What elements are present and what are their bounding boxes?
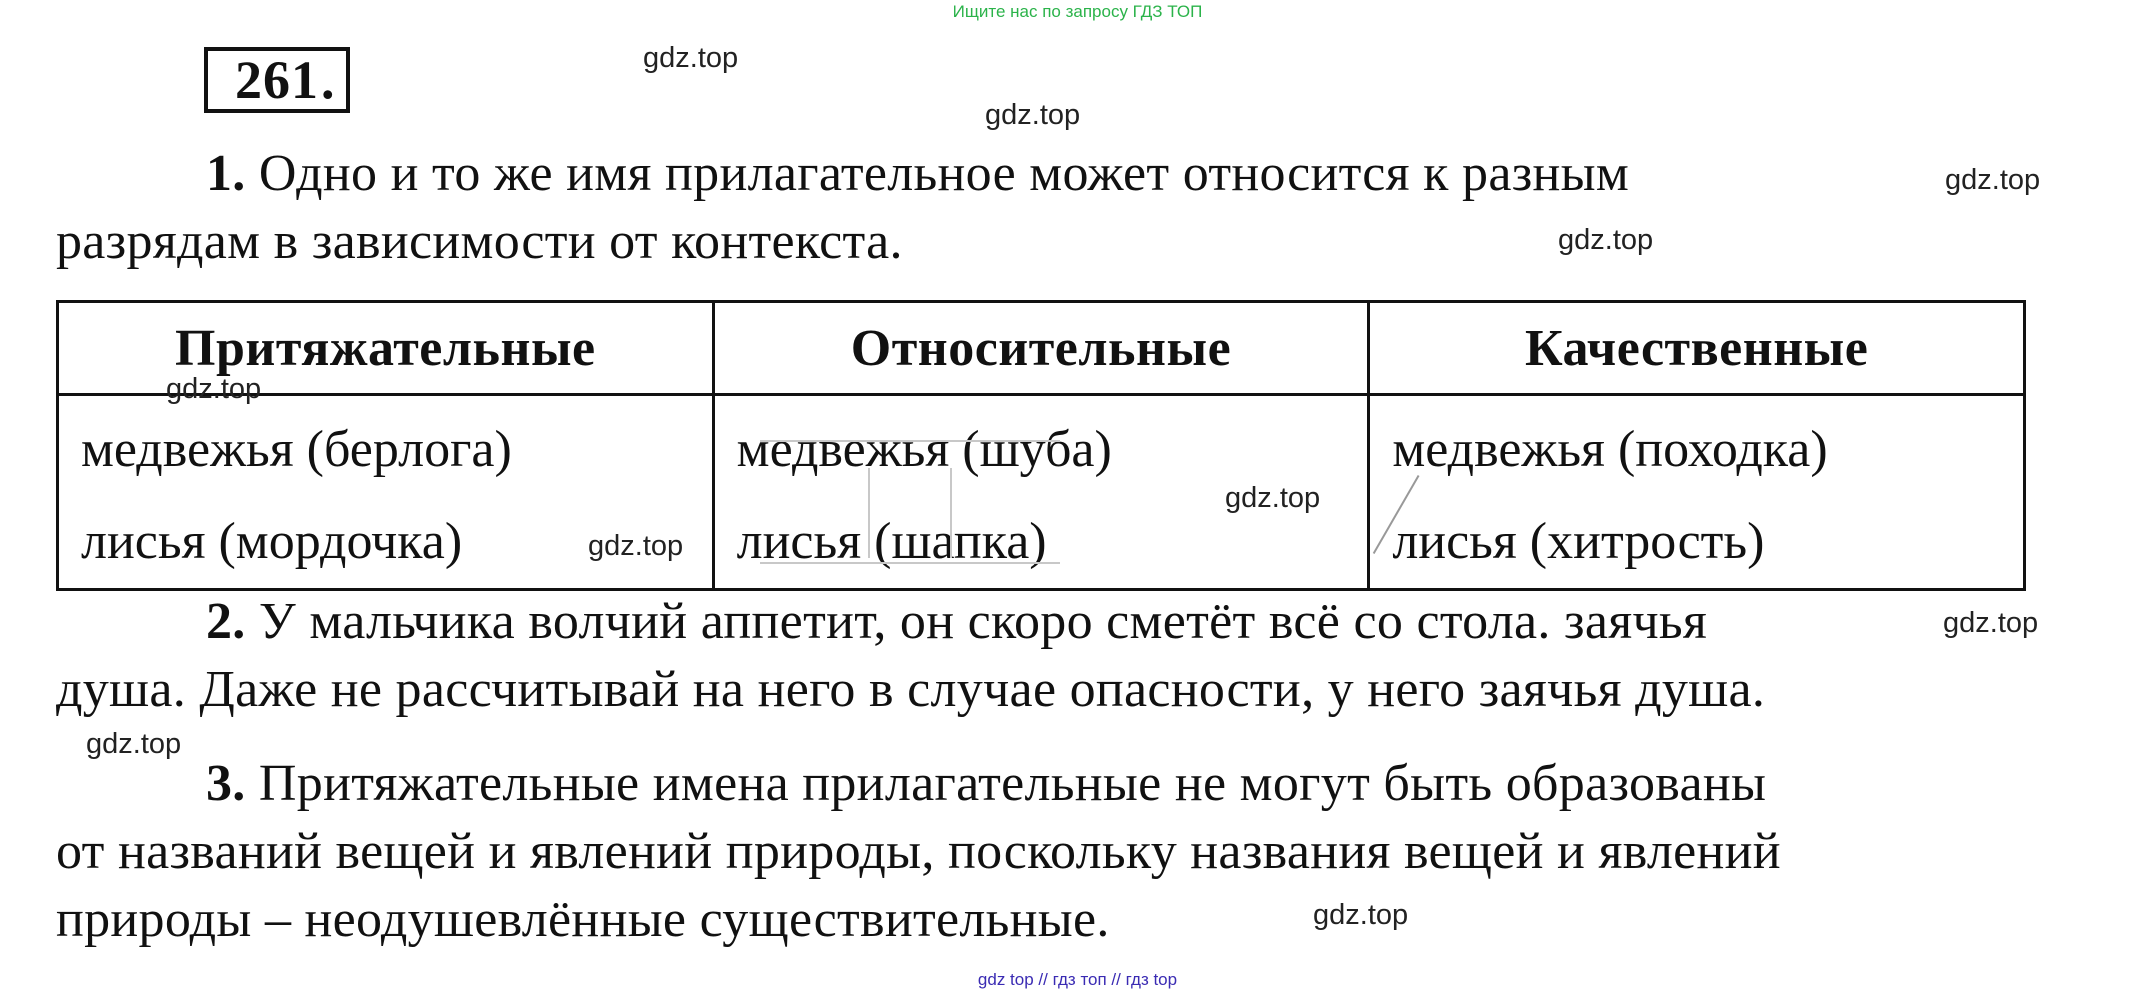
paragraph-1-text-1: Одно и то же имя прилагательное может относится к разным — [258, 145, 1630, 202]
header-possessive: Притяжательные — [58, 302, 714, 395]
header-relative: Относительные — [713, 302, 1369, 395]
table-cell-qualitative — [1369, 395, 2025, 590]
paragraph-3-line-1 — [56, 750, 2056, 818]
faint-scan-artifact — [868, 468, 952, 558]
paragraph-2-number: 2. — [206, 593, 246, 650]
table-cell-text: медвежья (шуба) — [736, 421, 1112, 478]
watermark: gdz.top — [1558, 224, 1654, 256]
watermark: gdz.top — [166, 373, 262, 405]
paragraph-1 — [56, 140, 2056, 276]
paragraph-2-line-2: душа. Даже не рассчитывай на него в случае опасности, у него заячья душа. — [56, 661, 1766, 718]
watermark: gdz.top — [643, 42, 739, 74]
bottom-banner: gdz top // гдз топ // гдз top — [977, 970, 1178, 989]
watermark: gdz.top — [1225, 482, 1321, 514]
table-cell-text: лисья (хитрость) — [1392, 513, 1765, 570]
paragraph-1-line-1 — [56, 140, 2056, 208]
watermark: gdz.top — [1945, 164, 2041, 196]
paragraph-2 — [56, 588, 2056, 724]
table-cell-text: медвежья (берлога) — [81, 421, 512, 478]
watermark: gdz.top — [985, 99, 1081, 131]
paragraph-1-line-2: разрядам в зависимости от контекста. — [56, 213, 903, 270]
paragraph-2-line-1 — [56, 588, 2056, 656]
header-qualitative: Качественные — [1369, 302, 2025, 395]
paragraph-1-number: 1. — [206, 145, 246, 202]
watermark: gdz.top — [588, 530, 684, 562]
watermark: gdz.top — [1943, 607, 2039, 639]
table-cell-text: лисья (шапка) — [736, 513, 1047, 570]
table-cell-text: медвежья (походка) — [1392, 421, 1828, 478]
watermark: gdz.top — [86, 728, 182, 760]
paragraph-3 — [56, 750, 2056, 954]
task-number: 261 — [235, 50, 319, 110]
table-cell-text: лисья (мордочка) — [81, 513, 463, 570]
paragraph-3-number: 3. — [206, 755, 246, 812]
paragraph-3-line-3: природы – неодушевлённые существительные. — [56, 891, 1110, 948]
paragraph-2-text-1: У мальчика волчий аппетит, он скоро сметёт всё со стола. заячья — [258, 593, 1708, 650]
table-header-row — [58, 302, 2025, 395]
task-number-dot: . — [321, 50, 335, 110]
top-banner: Ищите нас по запросу ГДЗ ТОП — [952, 2, 1203, 21]
paragraph-3-line-2: от названий вещей и явлений природы, поскольку названия вещей и явлений — [56, 823, 1781, 880]
paragraph-3-text-1: Притяжательные имена прилагательные не могут быть образованы — [258, 755, 1767, 812]
watermark: gdz.top — [1313, 899, 1409, 931]
